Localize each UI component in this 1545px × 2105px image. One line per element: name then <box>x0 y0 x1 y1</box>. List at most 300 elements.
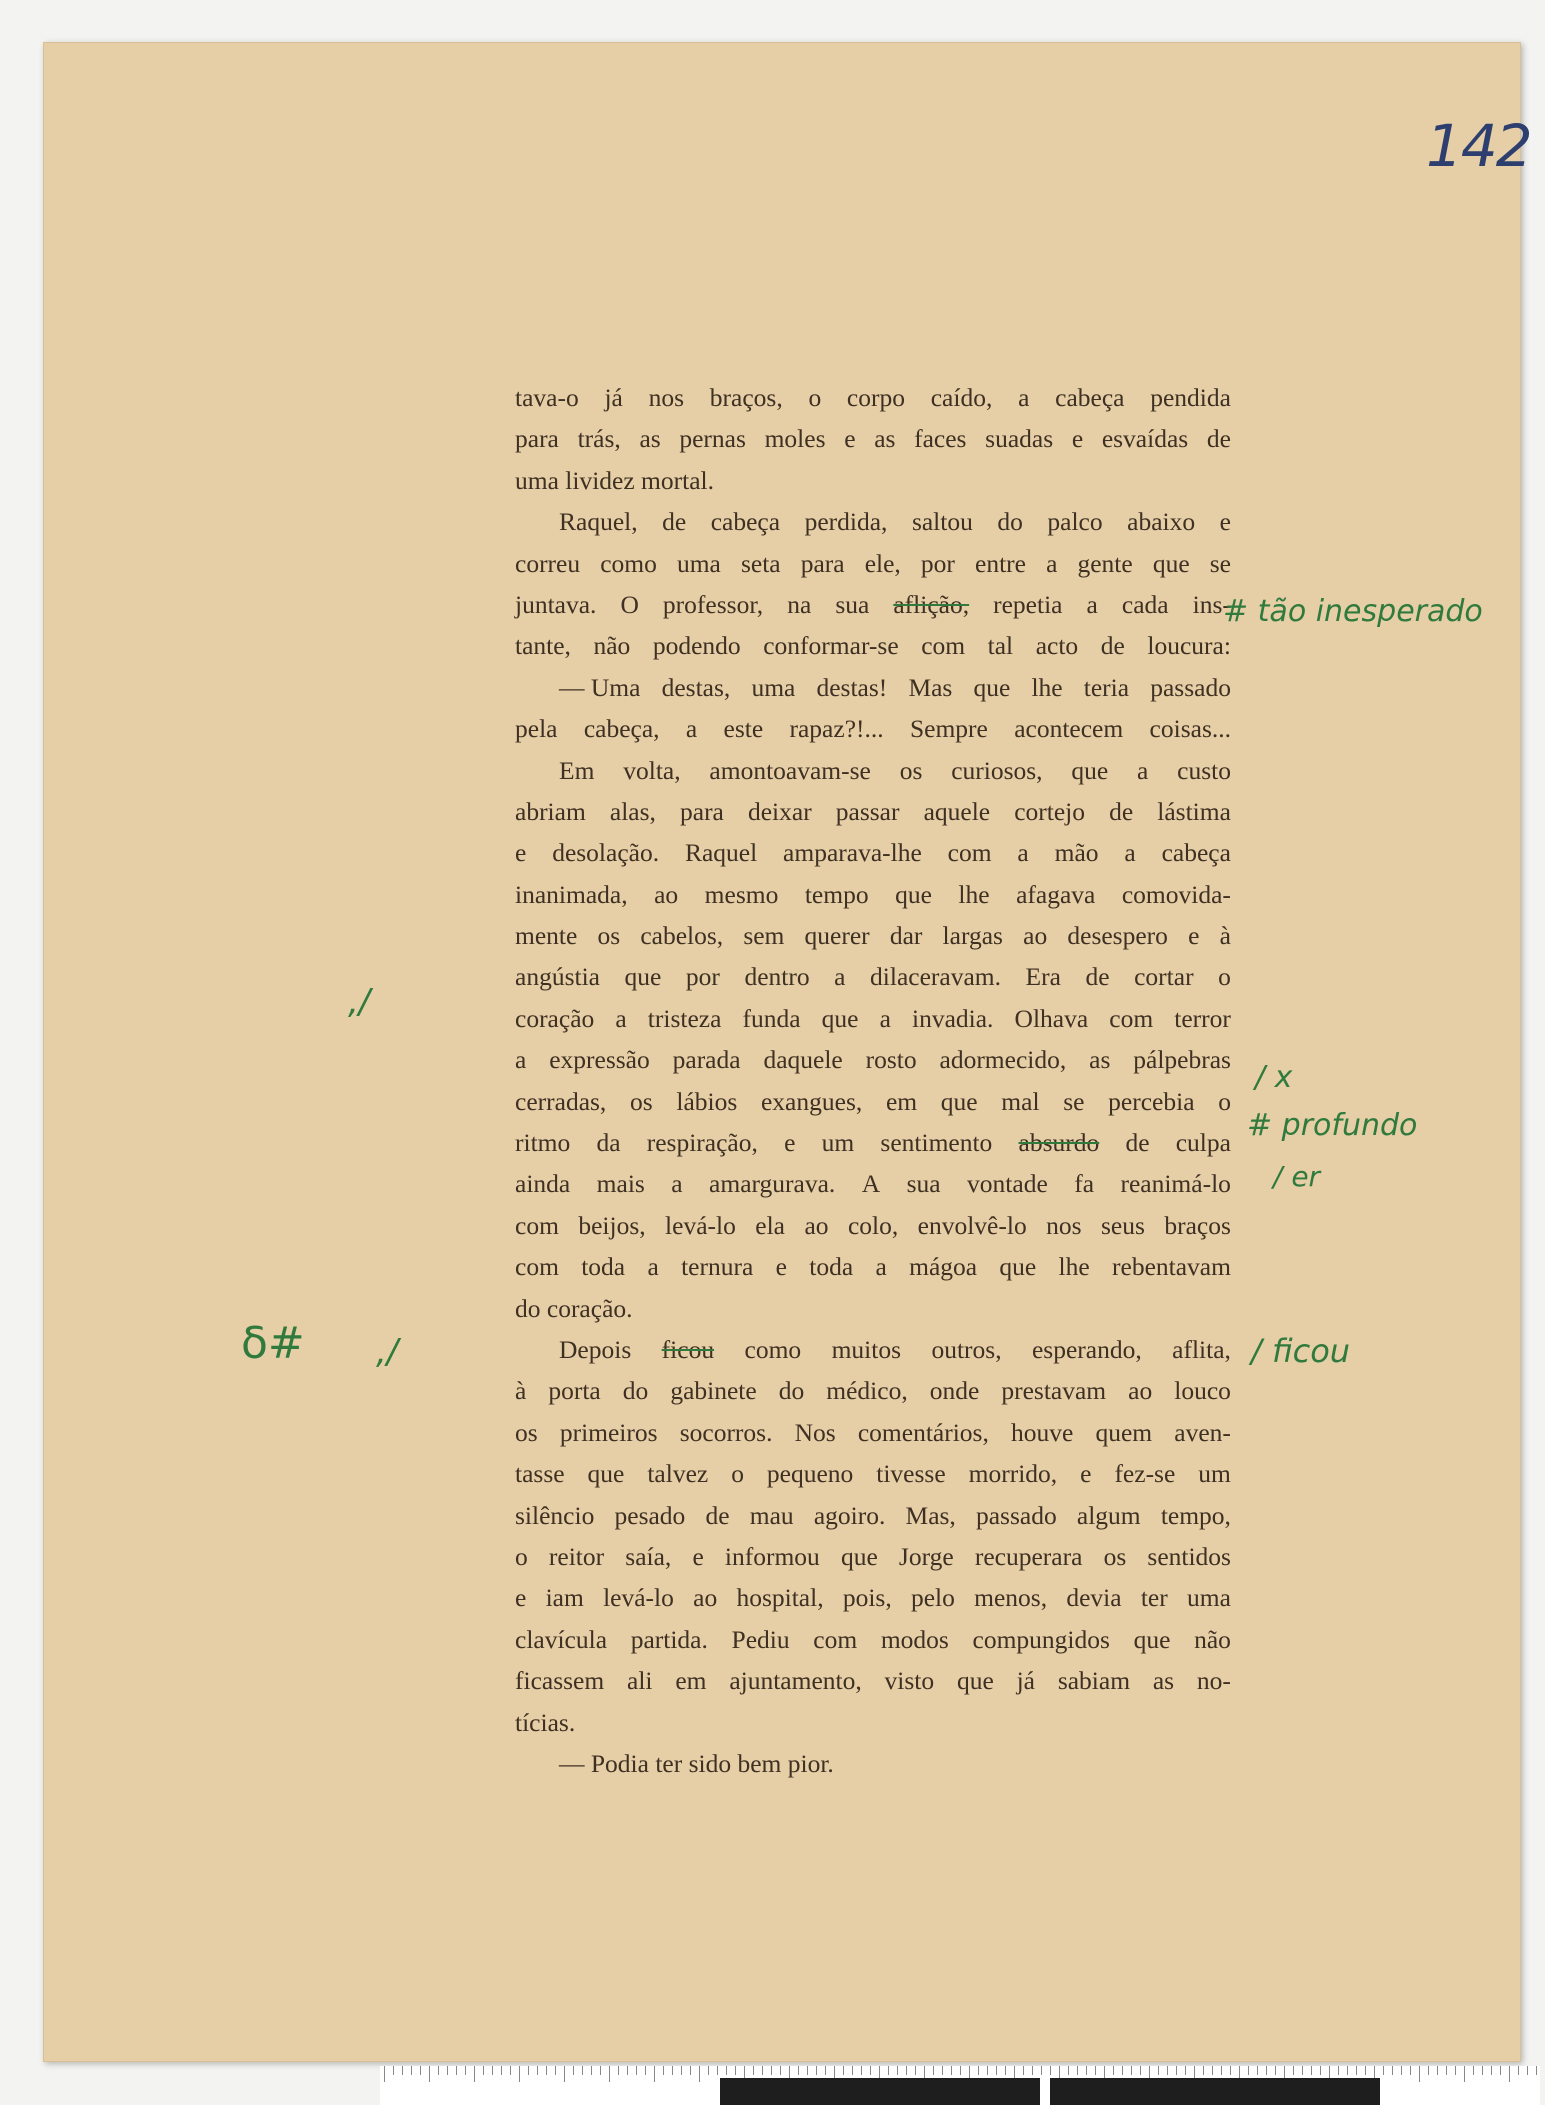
ruler-tick <box>843 2066 844 2075</box>
text-word: não <box>1194 1624 1231 1654</box>
text-word: cortejo <box>1014 796 1086 826</box>
ruler-tick <box>591 2066 592 2075</box>
text-word: a <box>875 1252 887 1282</box>
text-word: comovida- <box>1121 879 1231 909</box>
text-word: se <box>1063 1086 1085 1116</box>
ruler-tick <box>555 2066 556 2075</box>
text-word: informou <box>724 1541 820 1571</box>
text-word: devia <box>1066 1583 1122 1613</box>
ruler-tick <box>1257 2066 1258 2075</box>
text-word: afagava <box>1016 879 1096 909</box>
ruler-tick <box>1050 2066 1051 2075</box>
ruler-tick <box>663 2066 664 2075</box>
text-word: como <box>600 548 657 578</box>
ruler-tick <box>510 2066 511 2075</box>
ruler-tick <box>438 2066 439 2075</box>
ruler-tick <box>537 2066 538 2075</box>
text-word: modos <box>880 1624 949 1654</box>
text-word: a <box>615 1003 627 1033</box>
text-word: lhe <box>958 879 990 909</box>
text-word: amontoavam-se <box>709 755 871 785</box>
ruler-tick <box>780 2066 781 2075</box>
text-word: moles <box>764 424 826 454</box>
text-word: — Uma <box>559 672 641 702</box>
text-word: do <box>997 507 1023 537</box>
text-word: ela <box>755 1210 786 1240</box>
text-word: e <box>1080 1459 1092 1489</box>
text-word: por <box>685 962 720 992</box>
text-word: e <box>515 1583 527 1613</box>
text-word: à <box>1219 921 1231 951</box>
text-word: destas! <box>816 672 888 702</box>
text-word: pernas <box>679 424 746 454</box>
text-word: as <box>1089 1045 1111 1075</box>
ruler-tick <box>393 2066 394 2075</box>
ruler-tick <box>888 2066 889 2075</box>
text-word: passar <box>835 796 900 826</box>
text-word: tava-o <box>515 383 579 412</box>
text-line <box>515 625 1231 666</box>
text-line <box>515 1205 1231 1246</box>
text-word: pois, <box>842 1583 892 1613</box>
ruler-tick <box>546 2066 547 2075</box>
ruler-tick <box>1527 2066 1528 2075</box>
ruler-tick <box>852 2066 853 2075</box>
ruler-tick <box>564 2066 565 2082</box>
ruler-tick <box>1275 2066 1276 2075</box>
text-word: que <box>1152 548 1190 578</box>
text-word: uma <box>751 672 796 702</box>
text-word: toda <box>581 1252 626 1282</box>
ruler-tick <box>1266 2066 1267 2075</box>
text-word: custo <box>1177 755 1231 785</box>
text-word: não <box>593 631 631 661</box>
ruler-tick <box>1158 2066 1159 2075</box>
text-word: toda <box>809 1252 854 1282</box>
text-word: passado <box>1150 672 1231 702</box>
text-word: os <box>630 1086 653 1116</box>
text-word: conformar-se <box>763 631 899 661</box>
ruler-tick <box>411 2066 412 2075</box>
ruler-tick <box>1230 2066 1231 2075</box>
text-word: iam <box>545 1583 584 1613</box>
text-word: os <box>515 1417 538 1447</box>
text-word: aven- <box>1174 1417 1231 1447</box>
ruler-tick <box>1455 2066 1456 2075</box>
text-word: agoiro. <box>813 1500 886 1530</box>
text-word: Olhava <box>1014 1003 1089 1033</box>
text-word: colo, <box>847 1210 899 1240</box>
text-word: vontade <box>967 1169 1048 1199</box>
text-word: Nos <box>794 1417 836 1447</box>
text-word: absurdo <box>1018 1128 1100 1158</box>
ruler-tick <box>915 2066 916 2075</box>
ruler-tick <box>1041 2066 1042 2075</box>
ruler-tick <box>429 2066 430 2082</box>
text-word: seta <box>740 548 781 578</box>
text-word: clavícula <box>515 1624 608 1654</box>
margin-note-tao-inesperado: # tão inesperado <box>1223 594 1483 629</box>
ruler-tick <box>681 2066 682 2075</box>
text-word: sabiam <box>1057 1666 1131 1696</box>
ruler-tick <box>465 2066 466 2075</box>
ruler-tick <box>1221 2066 1222 2075</box>
text-word: aflita, <box>1172 1334 1231 1364</box>
text-word: morrido, <box>968 1459 1058 1489</box>
text-word: mal <box>1001 1086 1040 1116</box>
text-word: de <box>662 507 687 537</box>
text-word: onde <box>929 1376 980 1406</box>
ruler-tick <box>1320 2066 1321 2075</box>
text-line <box>515 377 1231 418</box>
text-word: ao <box>1128 1376 1153 1406</box>
ruler-tick <box>456 2066 457 2075</box>
text-word: pelo <box>910 1583 955 1613</box>
text-word: coração <box>515 1003 595 1033</box>
ruler-tick <box>1500 2066 1501 2075</box>
text-word: as <box>874 424 896 454</box>
ruler-tick <box>1167 2066 1168 2075</box>
ruler-tick <box>735 2066 736 2075</box>
ruler-tick <box>933 2066 934 2075</box>
text-word: parada <box>672 1045 741 1075</box>
text-word: outros, <box>931 1334 1002 1364</box>
text-word: a <box>647 1252 659 1282</box>
text-word: seus <box>1100 1210 1145 1240</box>
text-word: que <box>999 1252 1037 1282</box>
text-word: a <box>879 1003 891 1033</box>
text-word: invadia. <box>912 1003 994 1033</box>
text-word: A <box>861 1169 881 1199</box>
text-word: tasse <box>515 1459 565 1489</box>
ruler-tick <box>672 2066 673 2075</box>
ruler-tick <box>1428 2066 1429 2075</box>
text-word: — Podia ter sido bem pior. <box>559 1748 834 1778</box>
ruler-tick <box>1131 2066 1132 2075</box>
ruler-tick <box>600 2066 601 2075</box>
ruler-tick <box>1113 2066 1114 2075</box>
text-word: suadas <box>985 424 1054 454</box>
text-word: com <box>1109 1003 1154 1033</box>
text-word: mágoa <box>909 1252 978 1282</box>
text-word: com <box>947 838 992 868</box>
text-word: Raquel <box>684 838 758 868</box>
text-word: desolação. <box>552 838 660 868</box>
text-word: pequeno <box>766 1459 854 1489</box>
ruler-tick <box>645 2066 646 2075</box>
text-word: algum <box>1076 1500 1141 1530</box>
ruler-tick <box>1248 2066 1249 2075</box>
text-word: ao <box>654 879 679 909</box>
text-word: mais <box>596 1169 645 1199</box>
text-line <box>515 874 1231 915</box>
text-word: acontecem <box>1014 714 1124 744</box>
ruler-tick <box>492 2066 493 2075</box>
text-word: ali <box>627 1666 653 1696</box>
text-word: levá-lo <box>665 1210 736 1240</box>
text-word: esperando, <box>1031 1334 1142 1364</box>
ruler-tick <box>807 2066 808 2075</box>
text-word: para <box>800 548 845 578</box>
text-word: Mas <box>908 672 953 702</box>
text-line <box>515 1370 1231 1411</box>
ruler-block <box>1050 2078 1380 2105</box>
ruler-tick <box>1446 2066 1447 2075</box>
text-word: socorros. <box>679 1417 773 1447</box>
text-line <box>515 1702 1231 1743</box>
text-word: do coração. <box>515 1293 633 1323</box>
ruler-tick <box>717 2066 718 2075</box>
text-word: tícias. <box>515 1707 576 1737</box>
text-word: perdida, <box>804 507 888 537</box>
text-word: O <box>620 589 639 619</box>
text-word: levá-lo <box>603 1583 674 1613</box>
ruler-tick <box>1176 2066 1177 2075</box>
ruler-tick <box>582 2066 583 2075</box>
text-word: com <box>515 1252 559 1282</box>
ruler-tick <box>1122 2066 1123 2075</box>
text-word: e <box>1219 507 1231 537</box>
text-word: amparava-lhe <box>783 838 922 868</box>
ruler-tick <box>402 2066 403 2075</box>
text-word: que <box>895 879 932 909</box>
text-word: a <box>671 1169 683 1199</box>
text-word: mente <box>515 921 578 951</box>
ruler-tick <box>987 2066 988 2075</box>
text-line <box>515 1495 1231 1536</box>
text-word: coisas... <box>1149 714 1231 744</box>
ruler-tick <box>483 2066 484 2075</box>
text-word: passado <box>975 1500 1057 1530</box>
text-word: à <box>515 1376 527 1406</box>
text-word: e <box>1071 424 1084 454</box>
ruler-tick <box>753 2066 754 2075</box>
ruler-tick <box>1005 2066 1006 2075</box>
ruler-tick <box>420 2066 421 2075</box>
text-word: que <box>624 962 662 992</box>
text-word: cabelos, <box>640 921 724 951</box>
text-word: envolvê-lo <box>917 1210 1027 1240</box>
text-word: louco <box>1174 1376 1231 1406</box>
ruler-tick <box>798 2066 799 2075</box>
ruler-tick <box>1347 2066 1348 2075</box>
text-word: a <box>1017 838 1029 868</box>
text-word: tristeza <box>647 1003 722 1033</box>
text-word: Mas, <box>905 1500 956 1530</box>
ruler-tick <box>897 2066 898 2075</box>
text-word: ao <box>693 1583 718 1613</box>
ruler-tick <box>906 2066 907 2075</box>
text-word: cabeça <box>1161 838 1231 868</box>
text-word: entre <box>975 548 1026 578</box>
text-word: palco <box>1047 507 1103 537</box>
text-word: partida. <box>630 1624 708 1654</box>
text-word: Raquel, <box>559 507 638 537</box>
text-line <box>515 998 1231 1039</box>
ruler-tick <box>618 2066 619 2075</box>
text-word: volta, <box>623 755 681 785</box>
text-word: funda <box>742 1003 801 1033</box>
ruler-block <box>720 2078 1040 2105</box>
text-word: mau <box>749 1500 794 1530</box>
text-word: de <box>1085 962 1110 992</box>
text-word: correu <box>515 548 581 578</box>
text-line <box>515 1122 1231 1163</box>
text-word: mesmo <box>704 879 779 909</box>
text-word: Jorge <box>898 1541 954 1571</box>
text-word: com <box>813 1624 858 1654</box>
text-word: da <box>596 1128 621 1158</box>
ruler-tick <box>951 2066 952 2075</box>
text-word: a <box>1124 838 1136 868</box>
text-word: largas <box>942 921 1003 951</box>
text-word: ao <box>1023 921 1048 951</box>
text-word: os <box>597 921 621 951</box>
text-word: destas, <box>661 672 731 702</box>
text-word: pesado <box>614 1500 686 1530</box>
text-word: braços <box>1164 1210 1231 1240</box>
ruler-tick <box>1401 2066 1402 2075</box>
text-word: o <box>1218 1086 1231 1116</box>
ruler-tick <box>996 2066 997 2075</box>
text-word: sentidos <box>1147 1541 1231 1571</box>
text-word: tante, <box>515 631 571 661</box>
text-line <box>515 584 1231 625</box>
text-word: no- <box>1196 1666 1231 1696</box>
text-word: saltou <box>911 507 973 537</box>
text-word: as <box>1152 1666 1175 1696</box>
text-word: lhe <box>1058 1252 1090 1282</box>
text-word: uma <box>1186 1583 1231 1613</box>
ruler-tick <box>384 2066 385 2082</box>
text-word: Sempre <box>909 714 988 744</box>
text-word: abaixo <box>1127 507 1196 537</box>
text-word: o <box>731 1459 744 1489</box>
text-word: e <box>692 1541 704 1571</box>
ruler-tick <box>1068 2066 1069 2075</box>
body-text <box>515 377 1231 1784</box>
text-word: que <box>1071 755 1109 785</box>
text-word: Em <box>559 755 595 785</box>
text-word: compungidos <box>972 1624 1110 1654</box>
text-word: houve <box>1011 1417 1074 1447</box>
ruler-tick <box>501 2066 502 2075</box>
text-word: com <box>921 631 966 661</box>
ruler-tick <box>519 2066 520 2082</box>
text-line <box>515 956 1231 997</box>
text-word: em <box>675 1666 707 1696</box>
text-word: cada <box>1121 589 1169 619</box>
text-line <box>515 1619 1231 1660</box>
text-line <box>515 543 1231 584</box>
text-word: já <box>1016 1666 1035 1696</box>
text-word: sem <box>743 921 785 951</box>
text-word: ainda <box>515 1169 571 1199</box>
text-word: ritmo <box>515 1128 571 1158</box>
text-word: rapaz?!... <box>789 714 884 744</box>
text-word: lástima <box>1157 796 1231 826</box>
text-word: beijos, <box>578 1210 646 1240</box>
text-word: cerradas, <box>515 1086 607 1116</box>
ruler-tick <box>978 2066 979 2075</box>
ruler-tick <box>1023 2066 1024 2075</box>
text-word: sua <box>835 589 870 619</box>
text-word: esvaídas <box>1101 424 1189 454</box>
text-word: ao <box>804 1210 829 1240</box>
text-line <box>515 791 1231 832</box>
text-word: de <box>705 1500 730 1530</box>
text-word: aflição, <box>893 589 970 619</box>
text-word: daquele <box>763 1045 843 1075</box>
text-word: e <box>515 838 527 868</box>
margin-note-x: / x <box>1255 1060 1293 1095</box>
text-line <box>515 1246 1231 1287</box>
ruler-tick <box>1509 2066 1510 2082</box>
ruler-tick <box>1302 2066 1303 2075</box>
text-word: o <box>808 383 822 412</box>
text-line <box>515 1329 1231 1370</box>
text-word: curiosos, <box>951 755 1043 785</box>
text-word: e <box>844 424 856 454</box>
text-word: tal <box>987 631 1014 661</box>
text-word: braços, <box>709 383 783 412</box>
color-scale-ruler <box>380 2066 1540 2105</box>
text-word: prestavam <box>1001 1376 1107 1406</box>
text-word: que <box>1133 1624 1171 1654</box>
text-word: recuperara <box>974 1541 1083 1571</box>
text-word: de <box>1100 631 1125 661</box>
text-word: primeiros <box>559 1417 658 1447</box>
text-word: do <box>622 1376 649 1406</box>
margin-note-comma-2: ,/ <box>376 1332 399 1372</box>
text-word: cabeça, <box>583 714 660 744</box>
ruler-tick <box>654 2066 655 2082</box>
margin-note-ficou: / ficou <box>1251 1332 1351 1370</box>
text-word: a <box>515 1045 527 1075</box>
text-word: do <box>778 1376 805 1406</box>
text-word: faces <box>914 424 967 454</box>
text-word: talvez <box>647 1459 709 1489</box>
text-word: inanimada, <box>515 879 628 909</box>
text-word: caído, <box>930 383 993 412</box>
text-word: tempo, <box>1160 1500 1231 1530</box>
text-word: o <box>515 1541 528 1571</box>
text-word: e <box>1188 921 1200 951</box>
text-word: repetia <box>993 589 1063 619</box>
text-word: acto <box>1035 631 1079 661</box>
text-word: dar <box>889 921 923 951</box>
text-line <box>515 1536 1231 1577</box>
text-line <box>515 1039 1231 1080</box>
text-word: uma lividez mortal. <box>515 465 714 495</box>
ruler-tick <box>1410 2066 1411 2075</box>
text-word: ficou <box>661 1334 715 1364</box>
text-word: fa <box>1074 1169 1095 1199</box>
ruler-tick <box>1536 2066 1537 2075</box>
ruler-tick <box>627 2066 628 2075</box>
text-word: exangues, <box>760 1086 863 1116</box>
text-word: amargurava. <box>709 1169 836 1199</box>
text-word: as <box>639 424 661 454</box>
text-word: podendo <box>652 631 741 661</box>
ruler-tick <box>609 2066 610 2082</box>
text-word: para <box>515 424 559 454</box>
text-word: menos, <box>974 1583 1048 1613</box>
text-word: a <box>834 962 846 992</box>
text-word: médico, <box>826 1376 908 1406</box>
text-word: adormecido, <box>939 1045 1067 1075</box>
text-word: comentários, <box>857 1417 989 1447</box>
